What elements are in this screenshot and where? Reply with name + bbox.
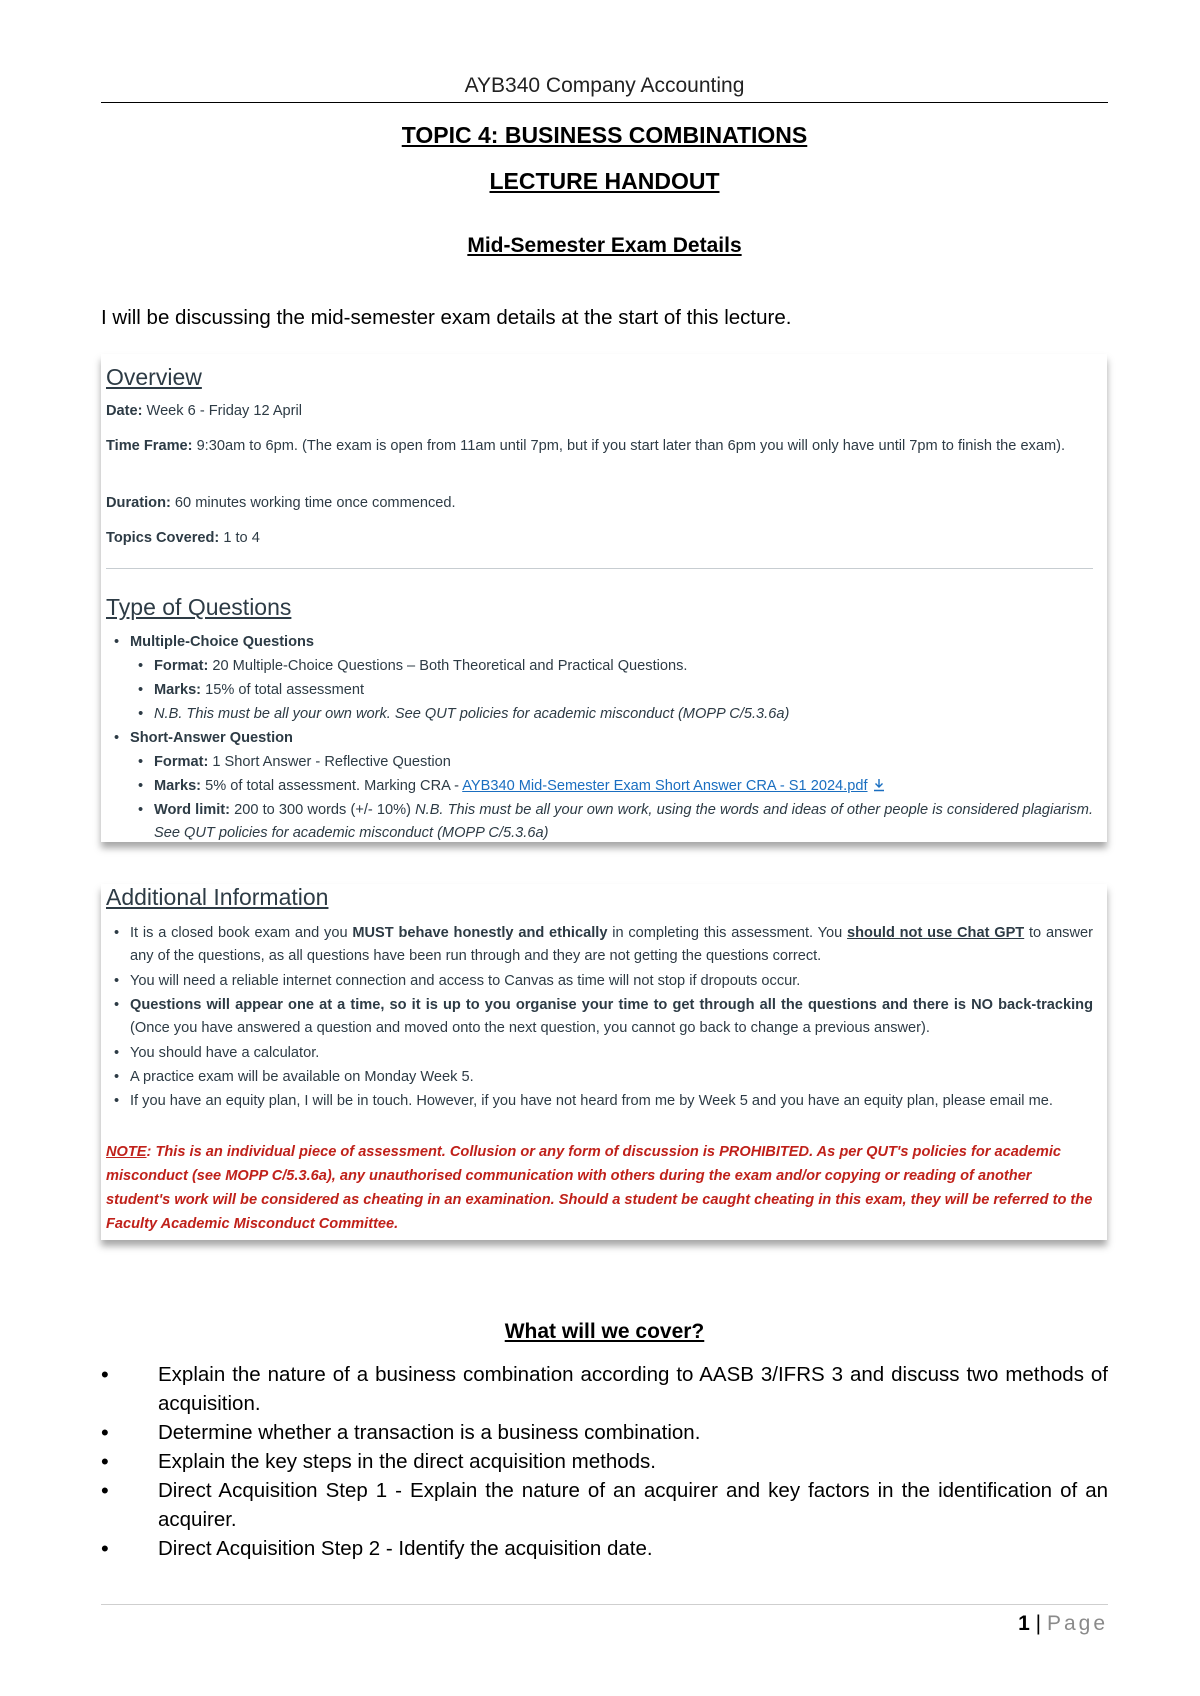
download-icon[interactable]: [872, 778, 886, 792]
list-item: • It is a closed book exam and you MUST behave honestly and ethically in completing this assessment. You should not use Chat GPT to answer any of the questions, as all questions have been run through and they are not getting the questions correct.: [130, 922, 1093, 968]
list-item: • Explain the nature of a business combination according to AASB 3/IFRS 3 and discuss two methods of acquisition.: [101, 1360, 1108, 1418]
additional-info-heading: Additional Information: [106, 884, 329, 910]
list-item: • Direct Acquisition Step 1 - Explain the nature of an acquirer and key factors in the identification of an acquirer.: [101, 1476, 1108, 1534]
topic-title: TOPIC 4: BUSINESS COMBINATIONS: [401, 122, 808, 148]
list-item: • Determine whether a transaction is a business combination.: [101, 1418, 1108, 1447]
additional-info-screenshot: [101, 884, 1107, 1240]
cover-heading: What will we cover?: [504, 1320, 705, 1343]
footer-divider: [101, 1604, 1108, 1605]
list-item: • You should have a calculator.: [130, 1042, 1093, 1065]
date-line: Date: Week 6 - Friday 12 April: [106, 403, 303, 419]
list-item: • Short-Answer Question: [130, 727, 1093, 750]
cover-list: [101, 1360, 1108, 1563]
page-footer: 1 | Page: [1018, 1612, 1108, 1635]
list-item: • Explain the key steps in the direct acquisition methods.: [101, 1447, 1108, 1476]
timeframe-line: Time Frame: 9:30am to 6pm. (The exam is open from 11am until 7pm, but if you start later than 6pm you will only have until 7pm to finish the exam).: [106, 438, 1066, 454]
list-item: • A practice exam will be available on Monday Week 5.: [130, 1066, 1093, 1089]
duration-line: Duration: 60 minutes working time once commenced.: [106, 495, 456, 511]
intro-paragraph: I will be discussing the mid-semester exam details at the start of this lecture.: [101, 306, 792, 329]
list-item: • Format: 1 Short Answer - Reflective Question: [154, 751, 1093, 774]
cra-pdf-link[interactable]: AYB340 Mid-Semester Exam Short Answer CRA - S1 2024.pdf: [462, 778, 868, 794]
misconduct-note: NOTE: This is an individual piece of assessment. Collusion or any form of discussion is PROHIBITED. As per QUT's policies for academic misconduct (see MOPP C/5.3.6a), any unauthorised communication with others during the exam and/or copying or reading of another student's work will be considered as cheating in an examination. Should a student be caught cheating in this exam, they will be referred to the Faculty Academic Misconduct Committee.: [106, 1144, 1093, 1232]
page-word: Page: [1046, 1612, 1108, 1635]
list-item: • You will need a reliable internet connection and access to Canvas as time will not stop if dropouts occur.: [130, 970, 1093, 993]
running-header: AYB340 Company Accounting: [101, 74, 1108, 103]
list-item: • Questions will appear one at a time, so it is up to you organise your time to get through all the questions and there is NO back-tracking (Once you have answered a question and moved onto the next question, you cannot go back to change a previous answer).: [130, 994, 1093, 1040]
list-item: • If you have an equity plan, I will be in touch. However, if you have not heard from me by Week 5 and you have an equity plan, please email me.: [130, 1090, 1093, 1113]
list-item: • Marks: 15% of total assessment: [154, 679, 1093, 702]
divider: [106, 568, 1093, 569]
list-item: • N.B. This must be all your own work. See QUT policies for academic misconduct (MOPP C/5.3.6a): [154, 703, 1093, 726]
handout-title: LECTURE HANDOUT: [489, 168, 720, 194]
exam-overview-screenshot: [101, 354, 1107, 842]
exam-details-title: Mid-Semester Exam Details: [467, 234, 742, 257]
list-item: • Format: 20 Multiple-Choice Questions – Both Theoretical and Practical Questions.: [154, 655, 1093, 678]
page-number: 1: [1018, 1612, 1030, 1635]
list-item: • Multiple-Choice Questions: [130, 631, 1093, 654]
list-item: • Word limit: 200 to 300 words (+/- 10%) N.B. This must be all your own work, using the words and ideas of other people is considered plagiarism. See QUT policies for academic misconduct (MOPP C/5.3.6a): [154, 799, 1093, 845]
list-item: • Direct Acquisition Step 2 - Identify the acquisition date.: [101, 1534, 1108, 1563]
topics-line: Topics Covered: 1 to 4: [106, 530, 260, 546]
list-item: • Marks: 5% of total assessment. Marking CRA - AYB340 Mid-Semester Exam Short Answer CRA - S1 2024.pdf: [154, 775, 1093, 798]
overview-heading: Overview: [106, 364, 202, 390]
question-types-heading: Type of Questions: [106, 594, 292, 620]
